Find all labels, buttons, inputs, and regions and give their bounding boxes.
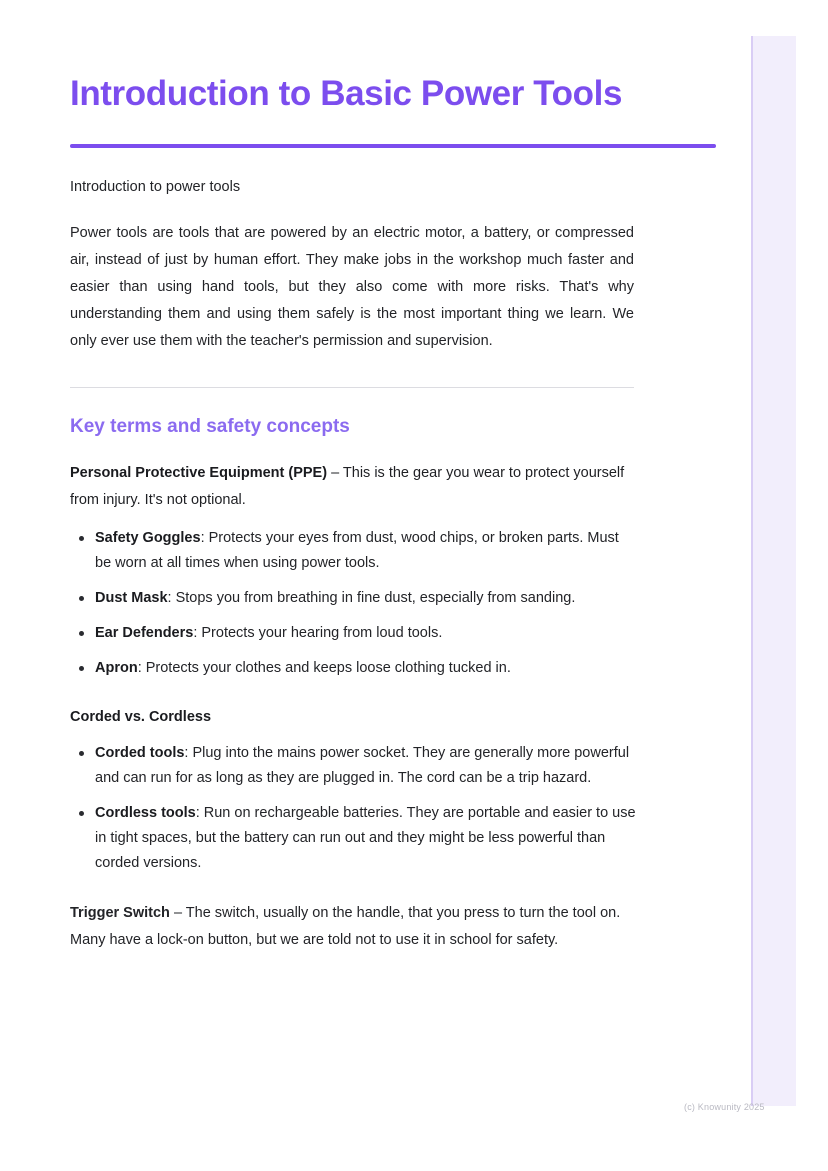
list-item	[70, 586, 636, 611]
list-item-term: Ear Defenders	[95, 625, 194, 641]
ppe-term: Personal Protective Equipment (PPE)	[70, 465, 328, 481]
page-title: Introduction to Basic Power Tools	[70, 74, 623, 113]
list-item	[70, 801, 636, 876]
list-item	[70, 656, 636, 681]
trigger-switch-paragraph	[70, 900, 636, 954]
trigger-switch-text: – The switch, usually on the handle, that you press to turn the tool on. Many have a lock-on button, but we are told not to use it in school for safety.	[70, 905, 621, 948]
ppe-definition-text: – This is the gear you wear to protect yourself from injury. It's not optional.	[70, 465, 625, 508]
list-item-term: Safety Goggles	[95, 530, 201, 546]
title-underline	[70, 144, 716, 148]
list-item-text: : Run on rechargeable batteries. They are portable and easier to use in tight spaces, but the battery can run out and they might be less powerful than corded versions.	[95, 805, 636, 871]
footer-copyright: (c) Knowunity 2025	[684, 1102, 765, 1112]
document-subtitle: Introduction to power tools	[70, 179, 241, 195]
section-divider	[70, 387, 634, 388]
list-item-text: : Stops you from breathing in fine dust, especially from sanding.	[167, 590, 576, 606]
corded-list	[70, 741, 636, 876]
list-item	[70, 621, 636, 646]
list-item-text: : Protects your eyes from dust, wood chips, or broken parts. Must be worn at all times when using power tools.	[95, 530, 619, 571]
section-heading-key-terms: Key terms and safety concepts	[70, 416, 350, 437]
list-item-term: Corded tools	[95, 745, 185, 761]
document-content	[70, 0, 636, 954]
list-item	[70, 526, 636, 576]
intro-paragraph: Power tools are tools that are powered by an electric motor, a battery, or compressed air, instead of just by human effort. They make jobs in the workshop much faster and easier than using hand tools, but they also come with more risks. That's why understanding them and using them safely is the most important thing we learn. We only ever use them with the teacher's permission and supervision.	[70, 225, 634, 349]
list-item-text: : Protects your clothes and keeps loose clothing tucked in.	[137, 660, 511, 676]
ppe-definition	[70, 460, 634, 514]
page-side-band-edge	[751, 36, 753, 1106]
trigger-switch-term: Trigger Switch	[70, 905, 170, 921]
list-item-text: : Plug into the mains power socket. They are generally more powerful and can run for as long as they are plugged in. The cord can be a trip hazard.	[95, 745, 630, 786]
ppe-list	[70, 526, 636, 681]
subheading-corded-vs-cordless: Corded vs. Cordless	[70, 709, 212, 725]
list-item-text: : Protects your hearing from loud tools.	[193, 625, 443, 641]
list-item	[70, 741, 636, 791]
list-item-term: Cordless tools	[95, 805, 196, 821]
list-item-term: Apron	[95, 660, 138, 676]
list-item-term: Dust Mask	[95, 590, 168, 606]
page-side-band	[751, 36, 796, 1106]
